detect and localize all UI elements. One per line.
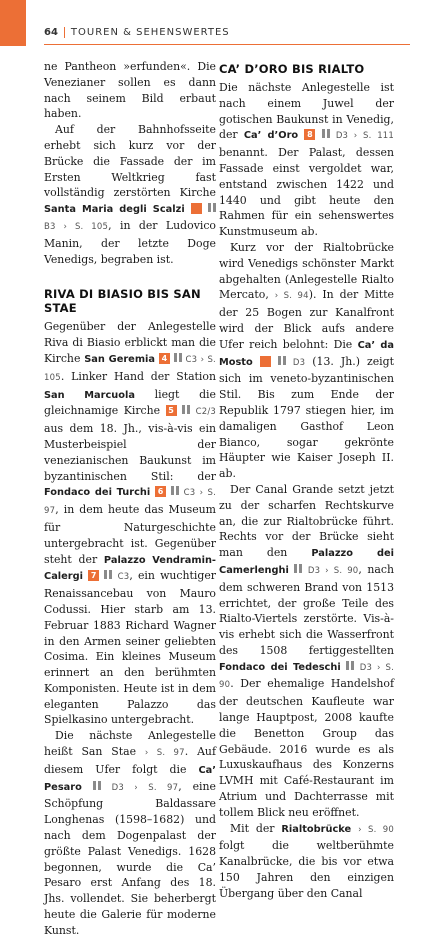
map-grid-icon — [294, 564, 302, 573]
map-reference: C2/3 — [195, 407, 217, 418]
map-grid-icon — [93, 781, 101, 790]
page-reference: › S. 90 — [358, 824, 394, 835]
map-grid-icon — [346, 661, 354, 670]
map-grid-icon — [104, 570, 112, 579]
map-marker-number: 4 — [159, 353, 170, 364]
paragraph: Auf der Bahnhofsseite erhebt sich kurz vor der Brücke die Fassade der im Ersten Weltkrieg fast vollständig zerstörten Kirche Santa Maria degli Scalzi 3 B3 › S. 105, in der Ludovico Manin, der letzte Doge Venedigs, begraben ist. — [44, 123, 216, 266]
place-name: Fondaco dei Turchi — [44, 487, 151, 499]
place-name: San Marcuola — [44, 389, 135, 401]
paragraph: Kurz vor der Rialtobrücke wird Venedigs schönster Markt abgehalten (Anlegestelle Rialto Mercato, › S. 94). In der Mitte der 25 Bogen zur Kanalfront wird der Blick aufs andere Ufer reich belohnt: Die Ca’ da Mosto 9 D3 (13. Jh.) zeigt sich im veneto-byzantinischen Stil. Bis zum Ende der Republik 1797 stiegen hier, im damaligen Gasthof Leon Bianco, sogar gekrönte Häupter wie Kaiser Joseph II. ab. — [219, 240, 395, 481]
map-marker-number: 9 — [260, 356, 271, 367]
map-marker-number: 7 — [88, 570, 99, 581]
map-marker-number: 3 — [191, 203, 202, 214]
page-number: 64 — [44, 26, 58, 38]
map-reference: C3 › S. 97 — [44, 488, 216, 517]
paragraph: Die nächste Anlegestelle ist nach einem Juwel der gotischen Baukunst in Venedig, der Ca’ d’Oro 8 D3 › S. 111 benannt. Der Palast, dessen Fassade einst vergoldet war, entstand zwischen 1422 und 1440 und gibt heute den Rahmen für ein sehenswertes Kunstmuseum ab. — [219, 81, 395, 239]
paragraph: Der Canal Grande setzt jetzt zu der scharfen Rechtskurve an, die zur Rialtobrücke führt. Rechts vor der Brücke sieht man den Palazzo dei Camerlenghi D3 › S. 90, nach dem schweren Brand von 1513 errichtet, der große Teile des Rialto-Viertels zerstörte. Vis-à-vis erhebt sich die Wasserfront des 1508 fertiggestellten Fondaco dei Tedeschi D3 › S. 90. Der ehemalige Handelshof der deutschen Kaufleute war lange Hauptpost, 2008 kaufte die Benetton Group das Gebäude. 2016 wurde es als Luxuskaufhaus des Konzerns LVMH mit Café-Restaurant im Atrium und Dachterrasse mit tollem Blick neu eröffnet. — [219, 482, 395, 819]
right-column — [219, 59, 394, 902]
map-reference: C3 — [117, 572, 130, 583]
left-column — [44, 59, 216, 939]
map-reference: D3 — [292, 357, 306, 368]
place-name: Santa Maria degli Scalzi — [44, 204, 185, 216]
place-name: Ca’ da Mosto — [219, 339, 394, 368]
place-name: San Geremia — [84, 353, 156, 365]
header-rule — [44, 44, 410, 45]
map-marker-number: 8 — [304, 129, 315, 140]
map-reference: D3 › S. 90 — [219, 662, 395, 691]
map-grid-icon — [322, 129, 330, 138]
map-grid-icon — [208, 203, 216, 212]
map-marker-number: 5 — [166, 405, 177, 416]
map-grid-icon — [278, 356, 286, 365]
map-reference: D3 › S. 90 — [307, 565, 359, 576]
map-grid-icon — [171, 486, 179, 495]
place-name: Ca’ d’Oro — [243, 130, 299, 142]
paragraph: ne Pantheon »erfunden«. Die Venezianer sollen es dann nach seinem Bild erbaut haben. — [44, 60, 216, 121]
map-reference: D3 › S. 111 — [335, 131, 395, 142]
map-reference: D3 › S. 97 — [111, 782, 179, 793]
paragraph: Die nächste Anlegestelle heißt San Stae › S. 97. Auf diesem Ufer folgt die Ca’ Pesaro D3 › S. 97, eine Schöpfung Baldassare Longhenas (1598–1682) und nach dem Dogenpalast der größte Palast Venedigs. 1628 begonnen, wurde die Ca’ Pesaro erst Anfang des 18. Jhs. vollendet. Sie beherbergt heute die Galerie für moderne Kunst. — [44, 729, 216, 937]
place-name: Palazzo dei Camerlenghi — [219, 548, 394, 576]
paragraph: Gegenüber der Anlegestelle Riva di Biasio erblickt man die Kirche San Geremia 4 C3 › S. 105. Linker Hand der Station San Marcuola liegt die gleichnamige Kirche 5 C2/3 aus dem 18. Jh., vis-à-vis ein Musterbeispiel der venezianischen Baukunst im byzantinischen Stil: der Fondaco dei Turchi 6 C3 › S. 97, in dem heute das Museum für Naturgeschichte untergebracht ist. Gegenüber steht der Palazzo Vendramin-Calergi 7 C3, ein wuchtiger Renaissancebau von Mauro Codussi. Hier starb am 13. Februar 1883 Richard Wagner in den Armen seiner geliebten Cosima. Ein kleines Museum erinnert an den berühmten Komponisten. Heute ist in dem eleganten Palazzo das Spielkasino untergebracht. — [44, 320, 217, 727]
map-reference: B3 › S. 105 — [44, 221, 109, 232]
header-separator — [64, 27, 65, 38]
map-grid-icon — [174, 353, 182, 362]
running-header — [44, 24, 230, 40]
place-name: Fondaco dei Tedeschi — [219, 661, 341, 673]
section-heading: RIVA DI BIASIO BIS SAN STAE — [44, 287, 201, 316]
map-reference: C3 › S. 105 — [44, 354, 216, 383]
paragraph: Mit der Rialtobrücke › S. 90 folgt die weltberühmte Kanalbrücke, die bis vor etwa 150 Jahren den einzigen Übergang über den Canal — [219, 821, 394, 900]
map-grid-icon — [182, 405, 190, 414]
place-name: Rialtobrücke — [281, 823, 352, 835]
chapter-tab-marker — [0, 0, 26, 46]
section-title: TOUREN & SEHENSWERTES — [70, 26, 230, 38]
page-reference: › S. 94 — [274, 291, 309, 302]
place-name: Palazzo Vendramin-Calergi — [44, 554, 216, 583]
map-marker-number: 6 — [155, 486, 166, 497]
place-name: Ca’ Pesaro — [44, 764, 216, 793]
page-reference: › S. 97 — [144, 748, 185, 759]
section-heading: CA’ D’ORO BIS RIALTO — [219, 62, 365, 76]
